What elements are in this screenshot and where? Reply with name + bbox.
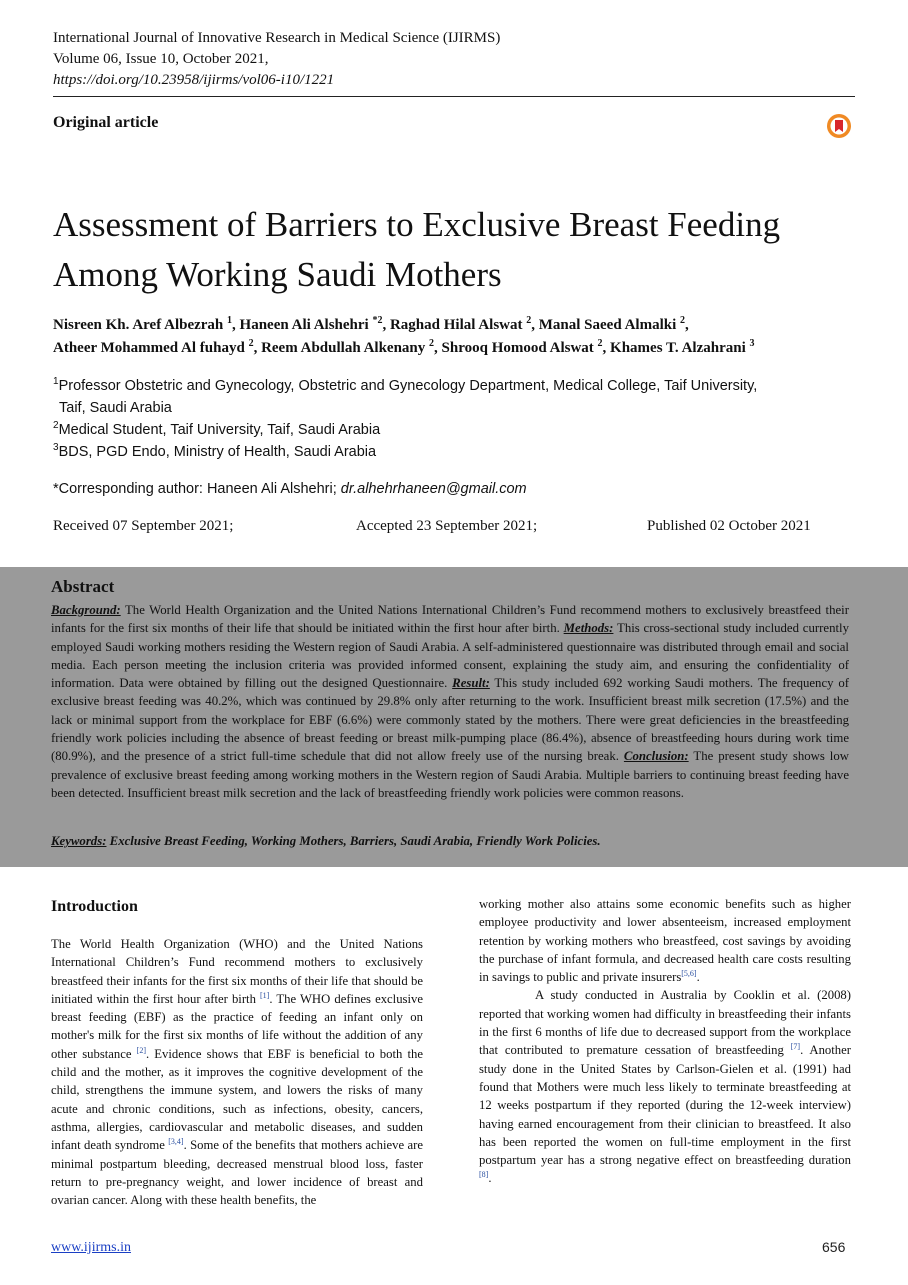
corresponding-author: *Corresponding author: Haneen Ali Alshehri; dr.alhehrhaneen@gmail.com [53, 481, 527, 497]
citation-link[interactable]: [7] [790, 1042, 801, 1052]
intro-paragraph-1-cont: working mother also attains some economic benefits such as higher employee productivity and lower absenteeism, increased employment retention by working mothers who breastfeed, cost savings by avoiding the purchase of infant formula, and decreased health care costs resulting in savings to public and private insurers[5,6]. [479, 897, 851, 985]
journal-website-link[interactable]: www.ijirms.in [51, 1240, 131, 1255]
journal-header [53, 28, 500, 91]
keywords: Keywords: Exclusive Breast Feeding, Working Mothers, Barriers, Saudi Arabia, Friendly Work Policies. [51, 834, 601, 848]
accepted-date: Accepted 23 September 2021; [356, 518, 538, 534]
article-type: Original article [53, 114, 159, 131]
author-line-1: Nisreen Kh. Aref Albezrah $^1$, Haneen Ali Alshehri $^{*2}$, Raghad Hilal Alswat $^2$, Manal Saeed Almalki $^2$, [53, 315, 689, 333]
journal-name: International Journal of Innovative Research in Medical Science (IJIRMS) [53, 30, 501, 46]
affiliation-2: $^2$Medical Student, Taif University, Taif, Saudi Arabia [53, 420, 381, 438]
affiliation-3: $^3$BDS, PGD Endo, Ministry of Health, Saudi Arabia [53, 442, 377, 460]
author-affil-ref: 2 [429, 338, 435, 349]
author-name: Raghad Hilal Alswat [389, 317, 523, 333]
introduction-heading: Introduction [51, 898, 138, 915]
abstract-body: Background: The World Health Organization and the United Nations International Children’s Fund recommend mothers to exclusively breastfeed their infants for the first six months of their life that should be initiated within the first hour after birth. Methods: This cross-sectional study included currently employed Saudi working mothers residing the Western region of Saudi Arabia. A self-administered questionnaire was distributed through email and social media. Each person meeting the inclusion criteria was provided informed consent, explaining the study aim, and ensuring the confidentiality of information. Data were obtained by filling out the designed Questionnaire. Result: This study included 692 working Saudi mothers. The frequency of exclusive breast feeding was 40.2%, which was continued by 29.8% only after returning to the work. Insufficient breast milk secretion (17.5%) and the lack or minimal support from the workplace for EBF (6.6%) were commonly stated by the mothers. There were great deficiencies in the breastfeeding friendly work policies including the absence of breast feeding or breast milk-pumping place (86.4%), absence of breastfeeding hours during work time (80.9%), and the presence of a strict full-time schedule that did not allow freely use of the nursing break. Conclusion: The present study shows low prevalence of exclusive breast feeding among working mothers in the Western region of Saudi Arabia. Multiple barriers to continuing breast feeding have been detected. Insufficient breast milk secretion and the lack of breastfeeding friendly work policies were common reasons. [51, 603, 849, 800]
author-name: Reem Abdullah Alkenany [261, 340, 426, 356]
author-list [53, 314, 863, 360]
author-affil-ref: 1 [227, 315, 233, 326]
citation-link[interactable]: [1] [260, 990, 270, 1000]
header-divider [53, 96, 855, 97]
affiliation-1: $^1$Professor Obstetric and Gynecology, Obstetric and Gynecology Department, Medical College, Taif University, [53, 376, 758, 394]
page-number: 656 [822, 1239, 846, 1255]
author-affil-ref: 2 [680, 315, 686, 326]
author-name: Nisreen Kh. Aref Albezrah [53, 317, 224, 333]
intro-right-column [479, 895, 851, 1188]
citation-link[interactable]: [3,4] [168, 1137, 184, 1147]
citation-link[interactable]: [5,6] [681, 968, 697, 978]
author-affil-ref: 2 [526, 315, 532, 326]
author-name: Khames T. Alzahrani [610, 340, 746, 356]
affiliations [53, 375, 843, 463]
published-date: Published 02 October 2021 [647, 518, 811, 534]
author-line-2: Atheer Mohammed Al fuhayd $^2$, Reem Abdullah Alkenany $^2$, Shrooq Homood Alswat $^2$, Khames T. Alzahrani $^3$ [53, 338, 755, 356]
author-name: Manal Saeed Almalki [538, 317, 677, 333]
article-title [53, 200, 853, 300]
affiliation-1-cont: Taif, Saudi Arabia [59, 400, 172, 416]
corresponding-email[interactable]: dr.alhehrhaneen@gmail.com [340, 481, 527, 497]
author-affil-ref: *2 [372, 315, 383, 326]
author-affil-ref: 2 [248, 338, 254, 349]
intro-paragraph-2: A study conducted in Australia by Cooklin et al. (2008) reported that working women had difficulty in breastfeeding their infants in the first 6 months of life due to decreased support from the workplace that contributed to premature cessation of breastfeeding [7]. Another study done in the United States by Carlson-Gielen et al. (1991) had found that Mothers were much less likely to terminate breastfeeding at 12 weeks postpartum if they reported (during the 12-week interview) having earned encouragement from their clinician to breastfeed. It also has been reported the women on full-time employment in the first postpartum year has a strong negative effect on breastfeeding duration [8]. [479, 988, 851, 1186]
author-affil-ref: 2 [597, 338, 603, 349]
bookmark-badge-icon[interactable] [826, 113, 852, 139]
author-name: Atheer Mohammed Al fuhayd [53, 340, 245, 356]
intro-left-column [51, 935, 423, 1209]
intro-paragraph-1: The World Health Organization (WHO) and the United Nations International Children’s Fund recommend mothers to exclusively breastfeed their infants for the first six months of their life that should be initiated within the first hour after birth [1]. The WHO defines exclusive breast feeding (EBF) as the practice of feeding an infant only on mother's milk for the first six months of life without the addition of any other substance [2]. Evidence shows that EBF is beneficial to both the child and the mother, as it improves the cognitive development of the child, strengthens the immune system, and lowers the risks of many acute and chronic conditions, such as infections, obesity, cancers, asthma, allergies, cardiovascular and metabolic diseases, and sudden infant death syndrome [3,4]. Some of the benefits that mothers achieve are minimal postpartum bleeding, decreased menstrual blood loss, faster return to pre-pregnancy weight, and lower incidence of breast and ovarian cancer. Along with these health benefits, the [51, 937, 423, 1208]
title-line-1: Assessment of Barriers to Exclusive Breast Feeding [53, 205, 781, 244]
citation-link[interactable]: [8] [479, 1170, 489, 1180]
received-date: Received 07 September 2021; [53, 518, 234, 534]
journal-doi[interactable]: https://doi.org/10.23958/ijirms/vol06-i10/1221 [53, 72, 335, 88]
author-name: Haneen Ali Alshehri [239, 317, 369, 333]
author-affil-ref: 3 [749, 338, 755, 349]
title-line-2: Among Working Saudi Mothers [53, 255, 502, 294]
abstract-heading: Abstract [51, 577, 115, 596]
citation-link[interactable]: [2] [136, 1045, 146, 1055]
author-name: Shrooq Homood Alswat [441, 340, 594, 356]
journal-volume: Volume 06, Issue 10, October 2021, [53, 51, 269, 67]
